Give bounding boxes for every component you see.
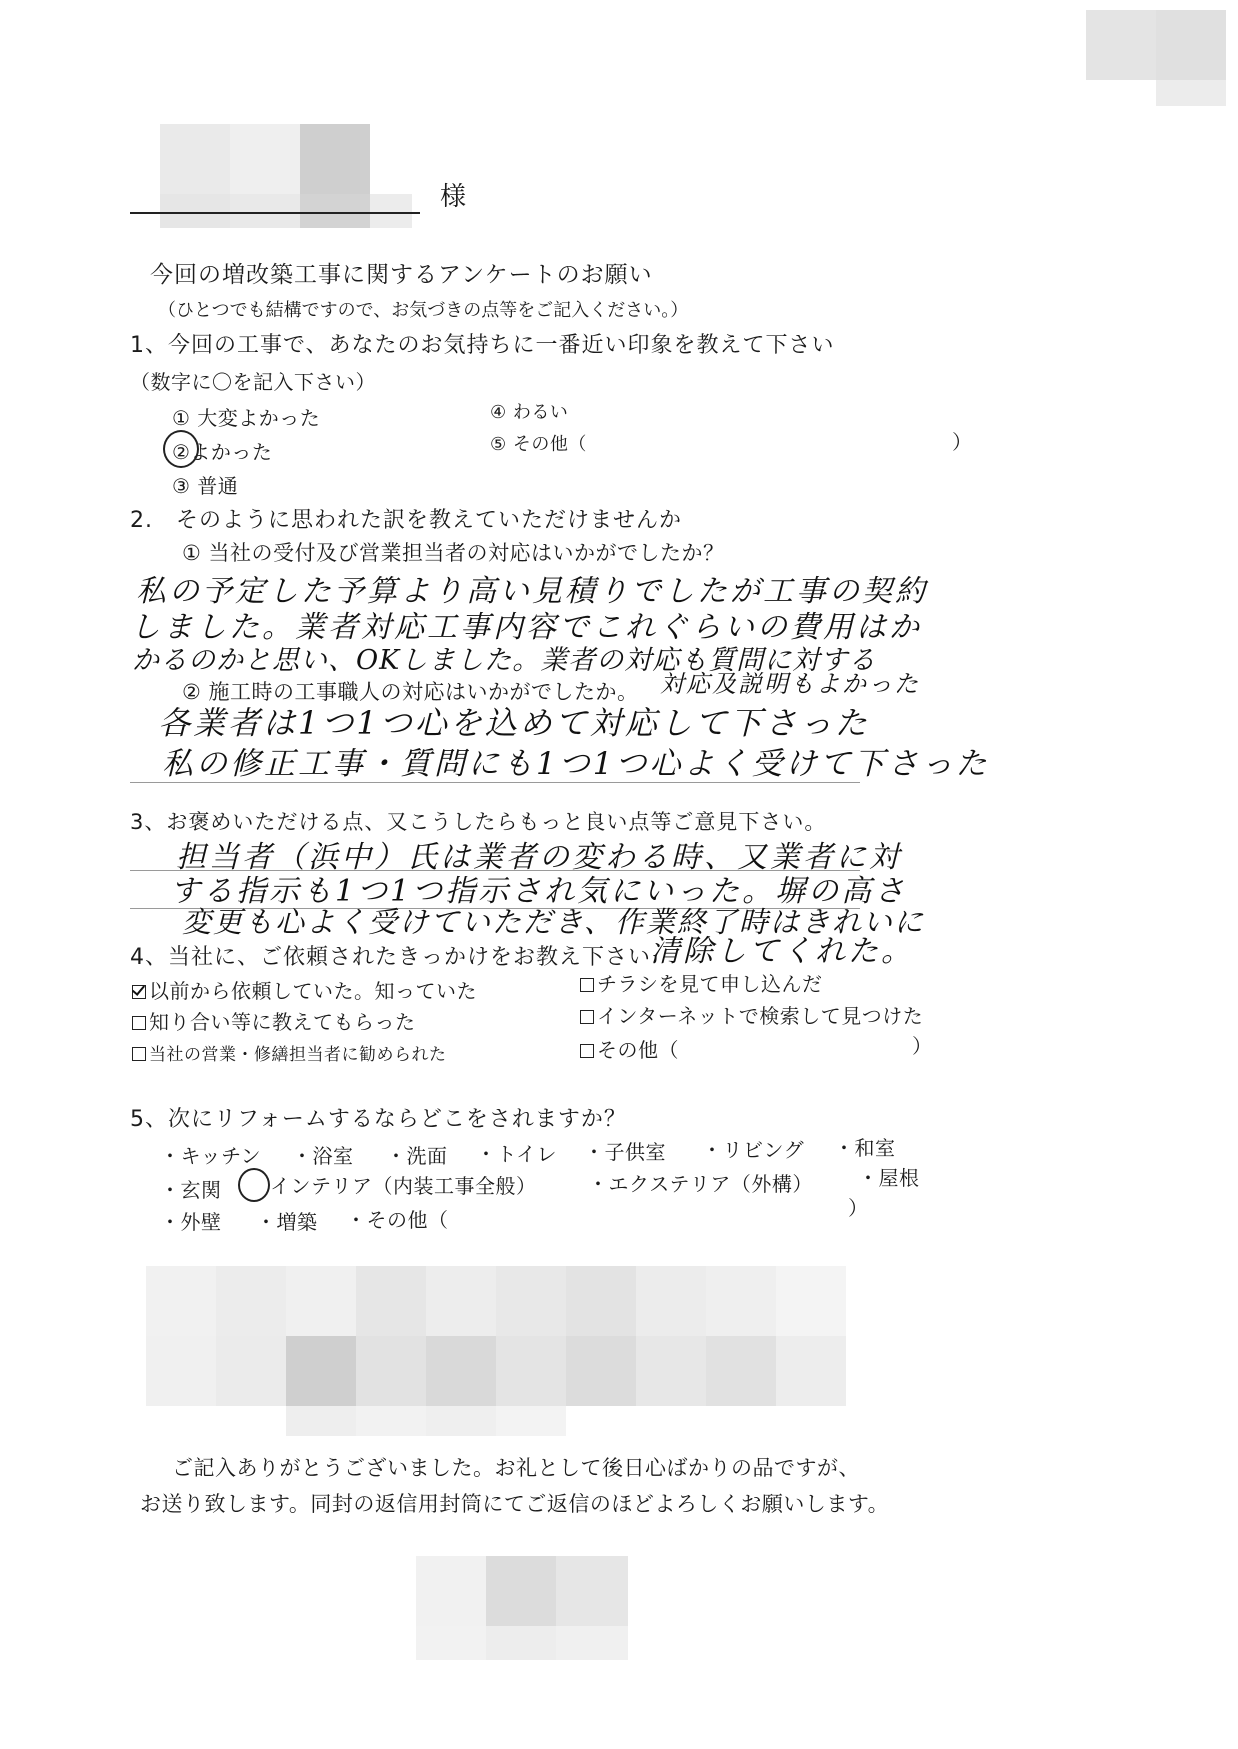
q4-answer-tail: 清除してくれた。 [650,934,914,969]
closing-line-1: ご記入ありがとうございました。お礼として後日心ばかりの品ですが、 [172,1456,860,1480]
q5-roof: ・屋根 [858,1166,920,1190]
q3-question: 3、お褒めいただける点、又こうしたらもっと良い点等ご意見下さい。 [130,810,827,834]
q4-option-acquaintance [132,1006,416,1035]
q4-option-flyer-label: チラシを見て申し込んだ [597,972,823,996]
closing-line-2: お送り致します。同封の返信用封筒にてご返信のほどよろしくお願いします。 [140,1492,890,1516]
q4-option-internet [580,1000,923,1029]
q5-extension: ・増築 [256,1210,318,1234]
q1-option-5-close: ） [952,430,973,454]
q1-selected-circle [163,430,199,468]
q4-option-sales-label: 当社の営業・修繕担当者に勧められた [149,1045,447,1065]
q2-sub1: ① 当社の受付及び営業担当者の対応はいかがでしたか？ [182,541,725,565]
q5-interior: インテリア（内装工事全般） [270,1174,537,1198]
q2-answer1-line1: 私の予定した予算より高い見積りでしたが工事の契約 [136,574,928,609]
q4-checkbox-other[interactable] [580,1044,594,1058]
q4-question: 4、当社に、ご依頼されたきっかけをお教え下さい [130,945,651,970]
q5-exterior: ・エクステリア（外構） [588,1172,813,1196]
q5-washroom: ・洗面 [386,1144,448,1168]
q2-answer2-line2: 私の修正工事・質問にも1つ1つ心よく受けて下さった [162,746,990,782]
q2-answer1-line2: しました。業者対応工事内容でこれぐらいの費用はか [130,610,922,645]
q2-answer2-line1: 各業者は1つ1つ心を込めて対応して下さった [158,704,870,742]
q1-option-3: ③ 普通 [172,474,239,498]
q4-option-previous [132,975,477,1004]
q4-option-acquaintance-label: 知り合い等に教えてもらった [149,1010,416,1034]
q4-checkbox-sales[interactable] [132,1047,146,1061]
q3-answer-line2: する指示も1つ1つ指示され気にいった。塀の高さ [170,874,908,909]
q5-question: 5、次にリフォームするならどこをされますか？ [130,1107,627,1132]
q4-checkbox-previous[interactable] [132,985,146,999]
q1-option-4: ④ わるい [490,402,569,423]
q5-japanese-room: ・和室 [834,1136,896,1160]
q1-option-1: ① 大変よかった [172,406,321,430]
q3-answer-line1: 担当者（浜中）氏は業者の変わる時、又業者に対 [176,840,902,875]
q4-checkbox-acquaintance[interactable] [132,1016,146,1030]
redacted-mark-top-right [1086,10,1226,106]
q5-outer-wall: ・外壁 [160,1210,222,1234]
q2-sub2: ② 施工時の工事職人の対応はいかがでしたか。 [182,680,639,704]
q5-other-close: ） [848,1196,869,1220]
q2-answer1-line3: かるのかと思い、OKしました。業者の対応も質問に対する [132,645,877,676]
salutation: 様 [440,182,468,212]
q4-option-flyer [580,968,823,997]
q2-answer-rule [130,782,860,783]
q4-option-other [580,1034,679,1063]
q5-toilet: ・トイレ [476,1142,557,1166]
survey-title: 今回の増改築工事に関するアンケートのお願い [150,262,653,288]
q5-living: ・リビング [702,1138,805,1162]
q4-option-other-close: ） [912,1034,933,1058]
name-underline [130,212,420,214]
q1-question: 1、今回の工事で、あなたのお気持ちに一番近い印象を教えて下さい [130,333,835,358]
q5-kitchen: ・キッチン [160,1144,262,1168]
q4-option-internet-label: インターネットで検索して見つけた [597,1004,924,1028]
q1-option-5: ⑤ その他（ [490,434,587,455]
q5-entrance: ・玄関 [160,1178,222,1202]
q4-option-previous-label: 以前から依頼していた。知っていた [149,979,477,1003]
q5-selected-circle [238,1168,270,1202]
q4-option-sales [132,1040,447,1065]
q1-option-2: ②よかった [172,440,273,464]
redacted-company-info [146,1266,916,1436]
survey-subtitle: （ひとつでも結構ですので、お気づきの点等をご記入ください。） [158,300,689,321]
redacted-stamp [416,1556,628,1660]
q5-other: ・その他（ [346,1208,449,1232]
q5-kids-room: ・子供室 [584,1140,666,1164]
q2-question: 2. そのように思われた訳を教えていただけませんか [130,508,682,533]
q1-instruction: （数字に〇を記入下さい） [130,370,376,394]
q4-option-other-label: その他（ [597,1038,679,1062]
q3-answer-line3: 変更も心よく受けていただき、作業終了時はきれいに [182,905,925,939]
q4-checkbox-flyer[interactable] [580,978,594,992]
q2-answer2-tail: 対応及説明もよかった [660,670,920,698]
q4-checkbox-internet[interactable] [580,1010,594,1024]
q5-bathroom: ・浴室 [292,1144,354,1168]
